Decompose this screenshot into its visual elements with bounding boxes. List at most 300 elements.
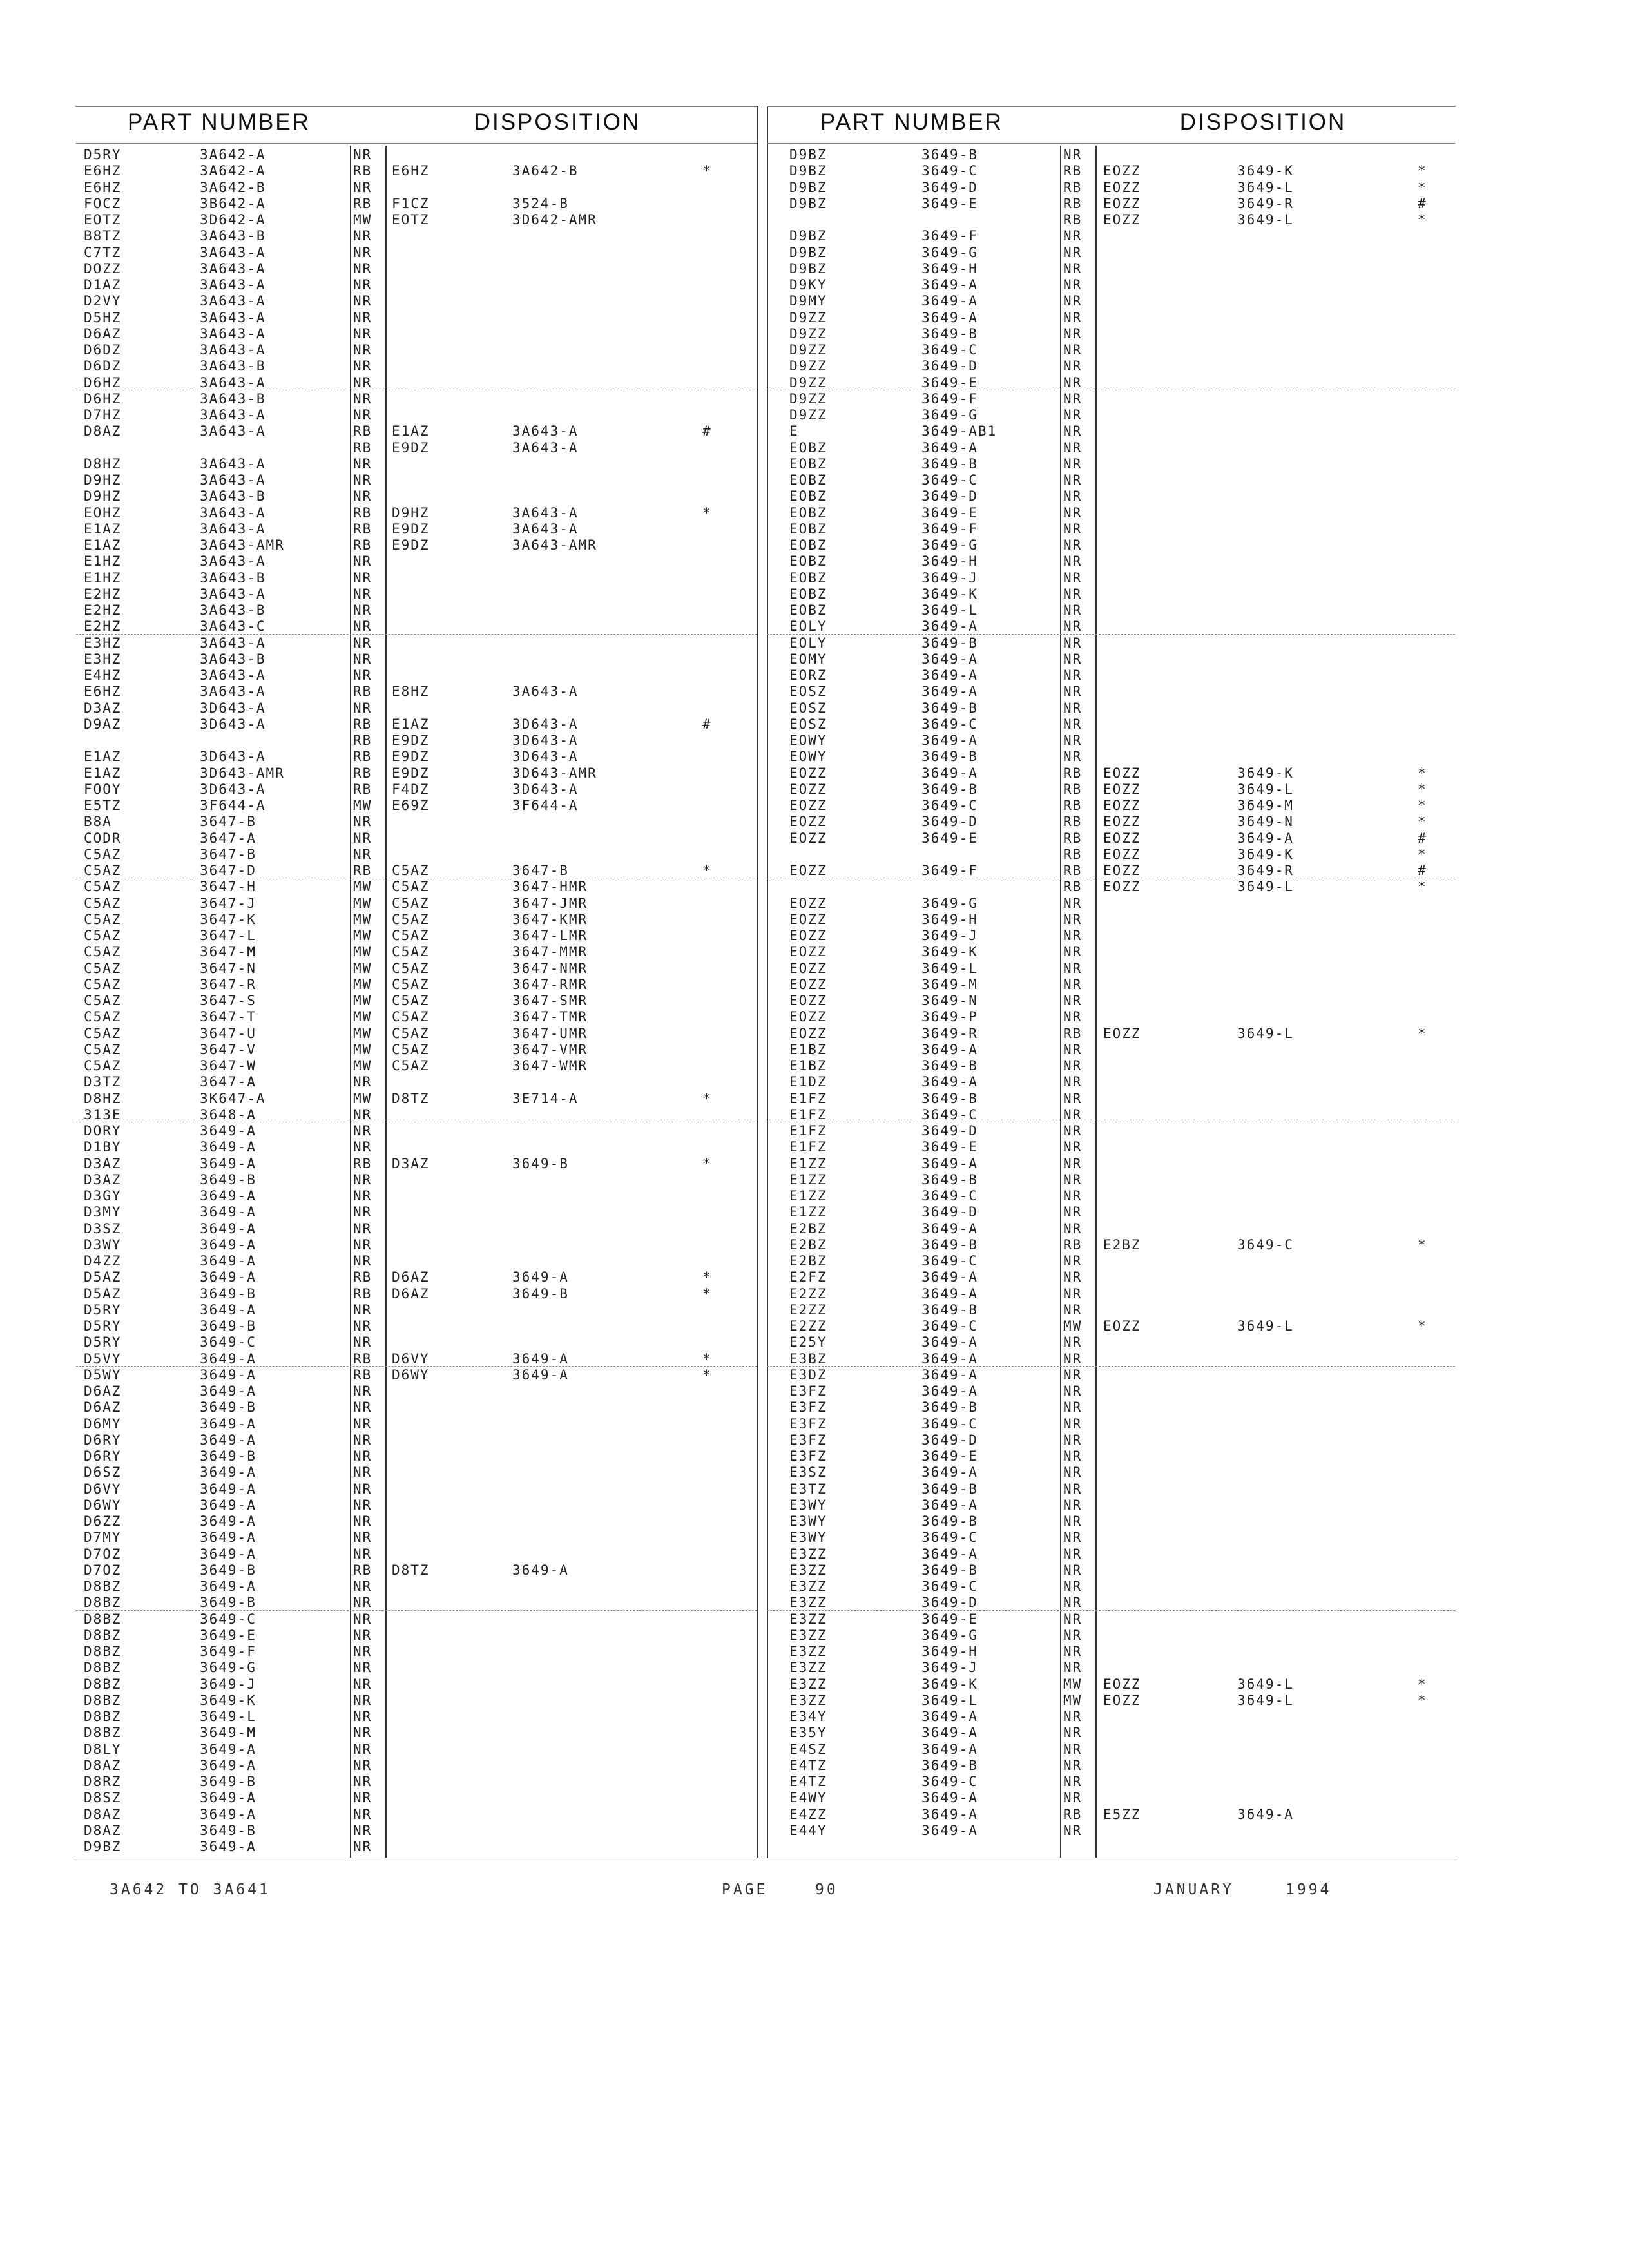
left-prefix-cell: E2HZ [84, 602, 122, 618]
left-part-cell: 3647-U [200, 1025, 256, 1041]
left-prefix-cell: D5AZ [84, 1269, 122, 1285]
left-code-cell: NR [353, 1644, 372, 1659]
left-code-cell: RB [353, 1367, 372, 1383]
left-prefix-cell: C5AZ [84, 895, 122, 911]
right-repl-prefix-cell: EOZZ [1103, 212, 1141, 227]
left-prefix-cell: D6VY [84, 1481, 122, 1497]
right-prefix-cell: EOBZ [789, 439, 827, 456]
left-part-cell: 3649-A [200, 1790, 256, 1806]
left-repl-prefix-cell: EOTZ [392, 212, 430, 227]
left-part-cell: 3D643-A [200, 781, 266, 797]
left-code-cell: NR [353, 1074, 372, 1090]
right-prefix-cell: D9ZZ [789, 390, 827, 407]
left-prefix-cell: D8SZ [84, 1790, 122, 1806]
left-part-cell: 3649-A [200, 1220, 256, 1236]
right-part-cell: 3649-D [921, 1123, 978, 1139]
left-part-cell: 3D643-AMR [200, 765, 285, 781]
left-code-cell: MW [353, 1090, 372, 1106]
left-code-cell: MW [353, 895, 372, 911]
right-code-cell: RB [1063, 1806, 1083, 1822]
left-prefix-cell: C5AZ [84, 928, 122, 943]
right-part-cell: 3649-A [921, 733, 978, 748]
horizontal-rule [767, 106, 1455, 107]
left-code-cell: NR [353, 700, 372, 716]
left-repl-part-cell: 3D643-A [512, 716, 579, 732]
right-prefix-cell: E1FZ [789, 1139, 827, 1155]
left-part-cell: 3649-A [200, 1383, 256, 1399]
right-code-cell: NR [1063, 390, 1083, 407]
right-prefix-cell: EOZZ [789, 1025, 827, 1041]
left-repl-part-cell: 3649-B [512, 1155, 569, 1171]
right-code-cell: NR [1063, 1334, 1083, 1350]
right-code-cell: NR [1063, 537, 1083, 553]
left-part-cell: 3B642-A [200, 195, 266, 211]
right-part-cell: 3649-B [921, 1481, 978, 1497]
right-prefix-cell: EOZZ [789, 814, 827, 830]
right-code-cell: NR [1063, 1416, 1083, 1432]
right-prefix-cell: E3TZ [789, 1481, 827, 1497]
left-part-cell: 3649-A [200, 1546, 256, 1562]
right-part-cell: 3649-B [921, 749, 978, 765]
right-prefix-cell: EOZZ [789, 863, 827, 878]
left-part-cell: 3647-W [200, 1058, 256, 1073]
right-mark-cell: * [1418, 1236, 1427, 1253]
right-part-number-header: PART NUMBER [820, 110, 1003, 135]
left-code-cell: MW [353, 1009, 372, 1025]
left-code-cell: NR [353, 1171, 372, 1187]
left-repl-prefix-cell: C5AZ [392, 1025, 430, 1041]
left-code-cell: RB [353, 163, 372, 179]
left-repl-part-cell: 3649-A [512, 1367, 569, 1383]
right-prefix-cell: E1BZ [789, 1041, 827, 1057]
left-part-cell: 3A643-B [200, 358, 266, 374]
right-code-cell: NR [1063, 1465, 1083, 1481]
right-code-cell: NR [1063, 1074, 1083, 1090]
right-part-cell: 3649-D [921, 488, 978, 505]
left-prefix-cell: C5AZ [84, 879, 122, 895]
right-part-cell: 3649-D [921, 1595, 978, 1611]
right-code-cell: NR [1063, 1253, 1083, 1269]
right-repl-prefix-cell: EOZZ [1103, 163, 1141, 179]
left-code-cell: NR [353, 1725, 372, 1741]
left-code-cell: NR [353, 1399, 372, 1416]
right-part-cell: 3649-H [921, 260, 978, 276]
right-code-cell: RB [1063, 1025, 1083, 1041]
left-part-cell: 3A643-A [200, 635, 266, 651]
right-code-cell: MW [1063, 1318, 1083, 1334]
right-repl-prefix-cell: EOZZ [1103, 814, 1141, 830]
right-prefix-cell: EOSZ [789, 716, 827, 732]
right-prefix-cell: EOZZ [789, 798, 827, 813]
left-disposition-header: DISPOSITION [474, 110, 641, 135]
right-part-cell: 3649-B [921, 1399, 978, 1416]
right-part-cell: 3649-G [921, 407, 978, 423]
left-prefix-cell: DORY [84, 1123, 122, 1139]
left-repl-prefix-cell: E8HZ [392, 684, 430, 700]
left-part-cell: 3649-J [200, 1676, 256, 1692]
right-code-cell: NR [1063, 439, 1083, 456]
left-part-cell: 3649-B [200, 1774, 256, 1789]
right-repl-part-cell: 3649-L [1237, 781, 1294, 797]
right-code-cell: NR [1063, 700, 1083, 716]
right-prefix-cell: D9ZZ [789, 358, 827, 374]
right-part-cell: 3649-A [921, 1497, 978, 1513]
right-part-cell: 3649-B [921, 456, 978, 472]
right-part-cell: 3649-A [921, 1155, 978, 1171]
right-prefix-cell: E1FZ [789, 1106, 827, 1122]
right-repl-part-cell: 3649-A [1237, 830, 1294, 846]
left-part-cell: 3A643-A [200, 456, 266, 472]
left-part-cell: 3A643-B [200, 488, 266, 505]
right-prefix-cell: E3ZZ [789, 1546, 827, 1562]
left-prefix-cell: D8BZ [84, 1725, 122, 1741]
left-part-cell: 3A643-A [200, 505, 266, 521]
left-part-cell: 3649-C [200, 1611, 256, 1627]
right-repl-prefix-cell: EOZZ [1103, 1676, 1141, 1692]
right-code-cell: RB [1063, 212, 1083, 227]
right-part-cell: 3649-L [921, 960, 978, 976]
right-part-cell: 3649-D [921, 1204, 978, 1220]
right-part-cell: 3649-B [921, 1171, 978, 1187]
left-repl-part-cell: 3D643-A [512, 781, 579, 797]
left-code-cell: MW [353, 879, 372, 895]
right-repl-prefix-cell: EOZZ [1103, 765, 1141, 781]
right-mark-cell: # [1418, 830, 1427, 846]
left-repl-part-cell: 3649-B [512, 1285, 569, 1302]
left-prefix-cell: E4HZ [84, 668, 122, 683]
left-part-cell: 3649-M [200, 1725, 256, 1741]
right-part-cell: 3649-A [921, 1806, 978, 1822]
right-mark-cell: * [1418, 1318, 1427, 1334]
left-repl-part-cell: 3647-UMR [512, 1025, 588, 1041]
right-prefix-cell: E3FZ [789, 1432, 827, 1448]
left-code-cell: RB [353, 716, 372, 732]
left-code-cell: NR [353, 1676, 372, 1692]
left-prefix-cell: D8BZ [84, 1692, 122, 1708]
left-prefix-cell: D3GY [84, 1188, 122, 1204]
right-part-cell: 3649-D [921, 358, 978, 374]
right-code-cell: NR [1063, 293, 1083, 309]
right-prefix-cell: EOZZ [789, 781, 827, 797]
right-prefix-cell: D9ZZ [789, 342, 827, 358]
left-prefix-cell: D3MY [84, 1204, 122, 1220]
right-prefix-cell: E4TZ [789, 1757, 827, 1773]
left-repl-prefix-cell: D6AZ [392, 1269, 430, 1285]
right-mark-cell: # [1418, 863, 1427, 878]
right-repl-part-cell: 3649-R [1237, 195, 1294, 211]
left-part-cell: 3649-A [200, 1123, 256, 1139]
left-part-cell: 3649-A [200, 1236, 256, 1253]
left-part-cell: 3A643-B [200, 390, 266, 407]
right-part-cell: 3649-C [921, 1579, 978, 1594]
left-part-cell: 3649-A [200, 1465, 256, 1481]
right-repl-part-cell: 3649-L [1237, 1318, 1294, 1334]
right-part-cell: 3649-A [921, 1220, 978, 1236]
right-code-cell: NR [1063, 895, 1083, 911]
left-prefix-cell: FOOY [84, 781, 122, 797]
left-code-cell: NR [353, 1465, 372, 1481]
left-repl-part-cell: 3647-JMR [512, 895, 588, 911]
left-prefix-cell: D6SZ [84, 1465, 122, 1481]
left-repl-prefix-cell: E6HZ [392, 163, 430, 179]
left-code-cell: NR [353, 179, 372, 195]
left-prefix-cell: D5RY [84, 1302, 122, 1318]
right-prefix-cell: EOBZ [789, 570, 827, 586]
right-prefix-cell: D9BZ [789, 163, 827, 179]
left-prefix-cell: D5HZ [84, 309, 122, 325]
left-mark-cell: * [702, 1155, 712, 1171]
right-code-cell: NR [1063, 1514, 1083, 1529]
left-part-cell: 3649-A [200, 1269, 256, 1285]
right-part-cell: 3649-B [921, 1302, 978, 1318]
right-mark-cell: # [1418, 195, 1427, 211]
right-repl-prefix-cell: EOZZ [1103, 1318, 1141, 1334]
right-prefix-cell: EOWY [789, 749, 827, 765]
left-code-cell: NR [353, 277, 372, 293]
right-part-cell: 3649-D [921, 1432, 978, 1448]
right-prefix-cell: EORZ [789, 668, 827, 683]
footer-range: 3A642 TO 3A641 [110, 1881, 271, 1898]
right-code-cell: NR [1063, 228, 1083, 244]
right-part-cell: 3649-G [921, 537, 978, 553]
right-prefix-cell: E44Y [789, 1822, 827, 1838]
right-part-cell: 3649-J [921, 928, 978, 943]
left-repl-prefix-cell: C5AZ [392, 928, 430, 943]
right-repl-prefix-cell: EOZZ [1103, 846, 1141, 862]
right-prefix-cell: E1ZZ [789, 1155, 827, 1171]
left-prefix-cell: D6DZ [84, 358, 122, 374]
left-prefix-cell: E1AZ [84, 749, 122, 765]
column-divider [767, 106, 768, 1858]
section-separator [76, 634, 757, 635]
left-code-cell: NR [353, 1839, 372, 1854]
left-code-cell: NR [353, 668, 372, 683]
right-code-cell: NR [1063, 1171, 1083, 1187]
left-mark-cell: * [702, 505, 712, 521]
right-prefix-cell: EOZZ [789, 993, 827, 1008]
left-prefix-cell: D7OZ [84, 1546, 122, 1562]
left-code-cell: NR [353, 472, 372, 488]
right-prefix-cell: E3ZZ [789, 1627, 827, 1643]
right-part-cell: 3649-A [921, 651, 978, 667]
left-repl-prefix-cell: D8TZ [392, 1562, 430, 1578]
left-code-cell: NR [353, 358, 372, 374]
right-prefix-cell: E3SZ [789, 1465, 827, 1481]
right-prefix-cell: E34Y [789, 1709, 827, 1724]
left-part-cell: 3649-E [200, 1627, 256, 1643]
left-code-cell: NR [353, 374, 372, 390]
left-prefix-cell: C5AZ [84, 944, 122, 960]
left-code-cell: NR [353, 1806, 372, 1822]
right-code-cell: NR [1063, 1302, 1083, 1318]
right-part-cell: 3649-L [921, 602, 978, 618]
right-part-cell: 3649-B [921, 1757, 978, 1773]
right-part-cell: 3649-A [921, 1822, 978, 1838]
right-prefix-cell: E4SZ [789, 1741, 827, 1757]
right-code-cell: MW [1063, 1692, 1083, 1708]
right-prefix-cell: E3WY [789, 1497, 827, 1513]
left-repl-prefix-cell: C5AZ [392, 911, 430, 927]
right-prefix-cell: EOZZ [789, 911, 827, 927]
right-code-cell: NR [1063, 1269, 1083, 1285]
right-part-cell: 3649-B [921, 781, 978, 797]
left-prefix-cell: DOZZ [84, 260, 122, 276]
right-prefix-cell: EOBZ [789, 602, 827, 618]
column-divider [757, 106, 758, 1858]
left-code-cell: RB [353, 765, 372, 781]
right-prefix-cell: E2ZZ [789, 1285, 827, 1302]
right-code-cell: NR [1063, 423, 1083, 439]
right-part-cell: 3649-C [921, 1106, 978, 1122]
left-code-cell: NR [353, 1334, 372, 1350]
left-part-cell: 3649-B [200, 1562, 256, 1578]
left-code-cell: NR [353, 1579, 372, 1594]
right-prefix-cell: E [789, 423, 799, 439]
left-part-cell: 3649-A [200, 1253, 256, 1269]
right-code-cell: NR [1063, 1220, 1083, 1236]
right-code-cell: NR [1063, 1611, 1083, 1627]
left-prefix-cell: D8BZ [84, 1709, 122, 1724]
right-part-cell: 3649-N [921, 993, 978, 1008]
left-part-cell: 3649-A [200, 1514, 256, 1529]
left-repl-prefix-cell: E9DZ [392, 439, 430, 456]
left-code-cell: NR [353, 309, 372, 325]
right-part-cell: 3649-A [921, 439, 978, 456]
right-prefix-cell: E3ZZ [789, 1611, 827, 1627]
left-prefix-cell: D8RZ [84, 1774, 122, 1789]
right-code-cell: NR [1063, 358, 1083, 374]
left-part-cell: 3647-D [200, 863, 256, 878]
right-code-cell: NR [1063, 1660, 1083, 1676]
left-prefix-cell: D8BZ [84, 1595, 122, 1611]
left-prefix-cell: C5AZ [84, 1025, 122, 1041]
section-separator [76, 1610, 757, 1611]
right-part-cell: 3649-E [921, 1611, 978, 1627]
right-part-cell: 3649-H [921, 911, 978, 927]
right-code-cell: NR [1063, 1009, 1083, 1025]
left-code-cell: NR [353, 1546, 372, 1562]
left-code-cell: NR [353, 1497, 372, 1513]
right-code-cell: NR [1063, 309, 1083, 325]
right-code-cell: NR [1063, 928, 1083, 943]
right-code-cell: NR [1063, 1627, 1083, 1643]
left-prefix-cell: D9HZ [84, 472, 122, 488]
left-code-cell: NR [353, 830, 372, 846]
left-code-cell: NR [353, 1611, 372, 1627]
right-code-cell: NR [1063, 944, 1083, 960]
right-prefix-cell: E35Y [789, 1725, 827, 1741]
left-mark-cell: * [702, 863, 712, 878]
right-prefix-cell: E2ZZ [789, 1318, 827, 1334]
right-code-cell: NR [1063, 260, 1083, 276]
right-prefix-cell: E3FZ [789, 1399, 827, 1416]
left-part-cell: 3K647-A [200, 1090, 266, 1106]
left-mark-cell: * [702, 1367, 712, 1383]
right-prefix-cell: EOBZ [789, 553, 827, 570]
left-code-cell: NR [353, 260, 372, 276]
left-prefix-cell: D8BZ [84, 1660, 122, 1676]
right-part-cell: 3649-H [921, 553, 978, 570]
right-repl-part-cell: 3649-C [1237, 1236, 1294, 1253]
left-repl-prefix-cell: D6WY [392, 1367, 430, 1383]
right-prefix-cell: EOZZ [789, 928, 827, 943]
left-part-cell: 3649-B [200, 1285, 256, 1302]
right-repl-prefix-cell: EOZZ [1103, 830, 1141, 846]
right-code-cell: NR [1063, 374, 1083, 390]
left-repl-prefix-cell: E69Z [392, 798, 430, 813]
left-part-cell: 3649-A [200, 1497, 256, 1513]
left-part-cell: 3A643-B [200, 228, 266, 244]
right-part-cell: 3649-A [921, 309, 978, 325]
right-prefix-cell: D9MY [789, 293, 827, 309]
right-code-cell: NR [1063, 472, 1083, 488]
right-code-cell: RB [1063, 1236, 1083, 1253]
left-code-cell: NR [353, 602, 372, 618]
right-prefix-cell: E3ZZ [789, 1579, 827, 1594]
right-code-cell: NR [1063, 277, 1083, 293]
left-code-cell: NR [353, 1790, 372, 1806]
left-part-cell: 3A643-A [200, 521, 266, 537]
left-code-cell: NR [353, 1757, 372, 1773]
left-part-cell: 3649-B [200, 1822, 256, 1838]
left-prefix-cell: D6AZ [84, 1383, 122, 1399]
left-code-cell: NR [353, 635, 372, 651]
left-prefix-cell: E6HZ [84, 684, 122, 700]
right-prefix-cell: E3FZ [789, 1448, 827, 1464]
right-code-cell: NR [1063, 911, 1083, 927]
left-prefix-cell: C5AZ [84, 1041, 122, 1057]
right-part-cell: 3649-J [921, 1660, 978, 1676]
section-separator [767, 1366, 1455, 1367]
section-separator [767, 1610, 1455, 1611]
left-code-cell: NR [353, 1481, 372, 1497]
right-code-cell: NR [1063, 1481, 1083, 1497]
left-code-cell: RB [353, 1269, 372, 1285]
right-code-cell: NR [1063, 1285, 1083, 1302]
left-part-cell: 3A643-A [200, 553, 266, 570]
right-prefix-cell: EOSZ [789, 684, 827, 700]
left-repl-part-cell: 3A643-AMR [512, 537, 597, 553]
left-repl-prefix-cell: E9DZ [392, 765, 430, 781]
left-part-cell: 3A642-A [200, 163, 266, 179]
left-part-cell: 3649-A [200, 1806, 256, 1822]
right-code-cell: RB [1063, 798, 1083, 813]
left-prefix-cell: 313E [84, 1106, 122, 1122]
left-code-cell: RB [353, 439, 372, 456]
right-repl-prefix-cell: EOZZ [1103, 179, 1141, 195]
right-part-cell: 3649-E [921, 830, 978, 846]
left-part-cell: 3649-G [200, 1660, 256, 1676]
right-prefix-cell: E3ZZ [789, 1644, 827, 1659]
right-code-cell: NR [1063, 668, 1083, 683]
left-code-cell: NR [353, 1627, 372, 1643]
right-mark-cell: * [1418, 814, 1427, 830]
right-code-cell: NR [1063, 456, 1083, 472]
left-prefix-cell: D6DZ [84, 342, 122, 358]
left-code-cell: RB [353, 1155, 372, 1171]
left-part-cell: 3649-A [200, 1155, 256, 1171]
left-part-cell: 3649-A [200, 1432, 256, 1448]
left-code-cell: NR [353, 1220, 372, 1236]
right-disposition-header: DISPOSITION [1179, 110, 1347, 135]
right-part-cell: 3649-A [921, 619, 978, 635]
left-prefix-cell: D8BZ [84, 1644, 122, 1659]
left-part-cell: 3A643-A [200, 277, 266, 293]
right-code-cell: NR [1063, 619, 1083, 635]
left-part-cell: 3A643-A [200, 260, 266, 276]
right-repl-prefix-cell: EOZZ [1103, 863, 1141, 878]
right-part-cell: 3649-C [921, 472, 978, 488]
